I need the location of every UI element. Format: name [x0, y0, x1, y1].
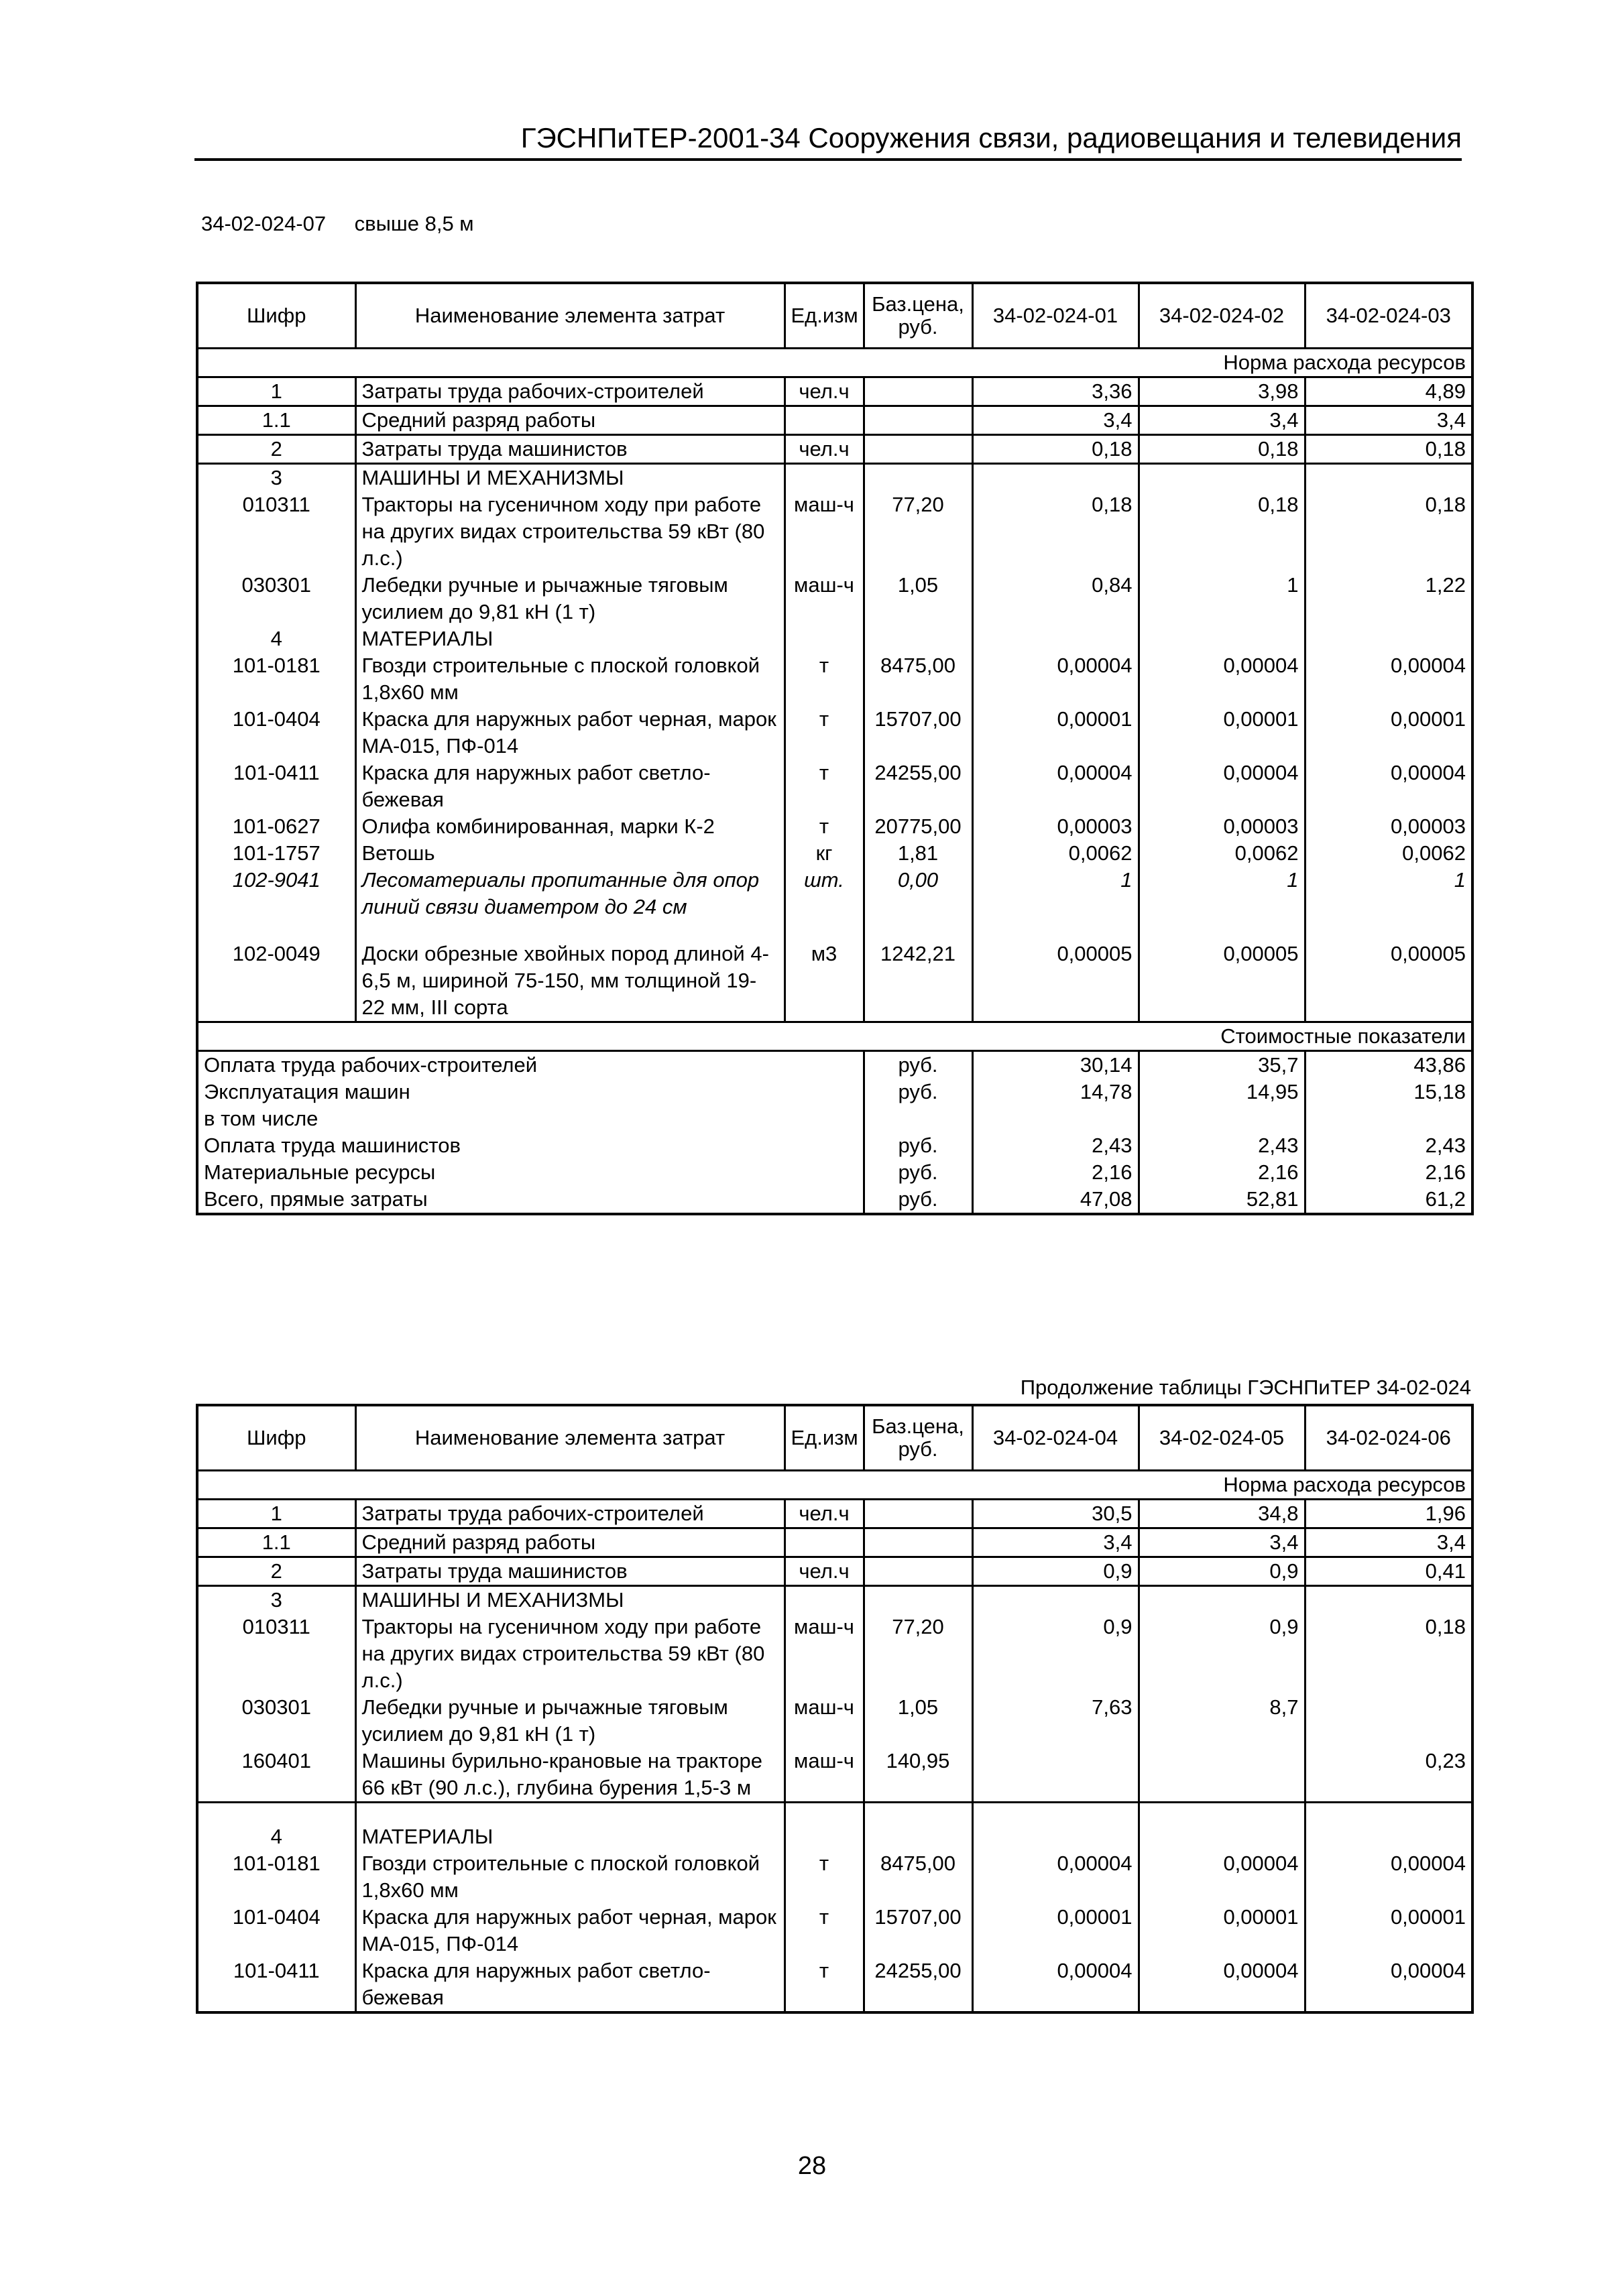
row-price: 77,20: [864, 491, 972, 572]
row-value-1: 0,00004: [972, 760, 1139, 813]
row-value-1: 0,00001: [972, 1904, 1139, 1957]
row-code: 3: [270, 466, 282, 489]
row-unit: чел.ч: [785, 1500, 864, 1528]
row-name: МАТЕРИАЛЫ: [355, 1803, 785, 1851]
row-value-2: [1139, 625, 1305, 652]
row-value-1: 3,4: [972, 1528, 1139, 1557]
row-value-1: [972, 625, 1139, 652]
row-value-2: 0,18: [1139, 491, 1305, 572]
table-row: [197, 491, 1472, 572]
summary-label: Оплата труда рабочих-строителей: [204, 1053, 538, 1077]
row-value-1: [972, 464, 1139, 492]
row-value-3: 0,00004: [1305, 1850, 1472, 1904]
summary-value-2: [1139, 1105, 1305, 1132]
row-price: 0,00: [864, 867, 972, 920]
row-value-3: [1305, 625, 1472, 652]
row-price: [864, 406, 972, 435]
row-value-2: [1139, 1748, 1305, 1803]
row-unit: т: [785, 652, 864, 706]
col-header-code-3: 34-02-024-03: [1305, 283, 1472, 349]
row-value-3: 0,18: [1305, 435, 1472, 464]
table-row: [197, 625, 1472, 652]
col-header-code-5: 34-02-024-05: [1139, 1405, 1305, 1471]
row-value-2: 34,8: [1139, 1500, 1305, 1528]
row-value-2: 3,98: [1139, 377, 1305, 406]
row-unit: чел.ч: [785, 377, 864, 406]
row-value-1: [972, 1586, 1139, 1614]
row-value-1: 0,18: [972, 435, 1139, 464]
row-value-3: 0,18: [1305, 1614, 1472, 1694]
row-name: Затраты труда машинистов: [355, 435, 785, 464]
norm-label: Норма расхода ресурсов: [197, 1471, 1472, 1500]
row-price: 1,05: [864, 1694, 972, 1748]
table-row: [197, 572, 1472, 625]
col-header-code-2: 34-02-024-02: [1139, 283, 1305, 349]
row-value-2: 0,9: [1139, 1557, 1305, 1586]
row-value-1: 0,0062: [972, 840, 1139, 867]
row-code: 010311: [242, 1615, 310, 1638]
row-value-3: [1305, 1586, 1472, 1614]
resource-table-2: [196, 1404, 1474, 2014]
row-value-1: [972, 1748, 1139, 1803]
summary-value-1: 47,08: [972, 1186, 1139, 1214]
row-value-1: 1: [972, 867, 1139, 920]
summary-row: [197, 1105, 1472, 1132]
row-unit: [785, 1586, 864, 1614]
row-code: 1.1: [197, 406, 355, 435]
col-header-price: Баз.цена, руб.: [864, 283, 972, 349]
summary-row: [197, 1079, 1472, 1105]
row-value-3: 0,00005: [1305, 920, 1472, 1022]
row-price: 8475,00: [864, 652, 972, 706]
row-code: 101-0411: [233, 1959, 320, 1982]
row-name: Краска для наружных работ светло-бежевая: [355, 1957, 785, 2012]
row-value-1: 0,00001: [972, 706, 1139, 760]
row-unit: т: [785, 760, 864, 813]
row-unit: маш-ч: [785, 491, 864, 572]
row-value-2: 0,00005: [1139, 920, 1305, 1022]
summary-unit: руб.: [864, 1079, 972, 1105]
row-price: 15707,00: [864, 1904, 972, 1957]
row-value-1: 0,9: [972, 1614, 1139, 1694]
row-value-1: 0,84: [972, 572, 1139, 625]
table-row: [197, 920, 1472, 1022]
summary-label: в том числе: [204, 1107, 318, 1130]
row-name: Гвозди строительные с плоской головкой 1,8x60 мм: [355, 1850, 785, 1904]
row-unit: маш-ч: [785, 1694, 864, 1748]
row-value-3: 3,4: [1305, 1528, 1472, 1557]
row-value-3: 1,96: [1305, 1500, 1472, 1528]
row-name: Лебедки ручные и рычажные тяговым усилием до 9,81 кН (1 т): [355, 572, 785, 625]
row-code: 2: [197, 435, 355, 464]
row-value-3: 4,89: [1305, 377, 1472, 406]
resource-table-1: [196, 282, 1474, 1215]
row-code: 010311: [242, 493, 310, 516]
row-code: 1: [197, 377, 355, 406]
row-value-3: [1305, 464, 1472, 492]
row-price: [864, 464, 972, 492]
row-value-3: 0,0062: [1305, 840, 1472, 867]
row-unit: [785, 1528, 864, 1557]
row-value-1: 0,00003: [972, 813, 1139, 840]
row-code: 102-9041: [232, 868, 321, 892]
row-unit: шт.: [785, 867, 864, 920]
row-name: Тракторы на гусеничном ходу при работе на других видах строительства 59 кВт (80 л.с.): [355, 491, 785, 572]
col-header-code-4: 34-02-024-04: [972, 1405, 1139, 1471]
row-value-3: 0,00004: [1305, 652, 1472, 706]
row-price: 24255,00: [864, 760, 972, 813]
summary-value-1: 14,78: [972, 1079, 1139, 1105]
table-row: [197, 1748, 1472, 1803]
table-row: [197, 813, 1472, 840]
row-name: Затраты труда машинистов: [355, 1557, 785, 1586]
row-price: [864, 377, 972, 406]
table-row: [197, 1694, 1472, 1748]
row-price: 20775,00: [864, 813, 972, 840]
summary-value-3: 15,18: [1305, 1079, 1472, 1105]
row-unit: маш-ч: [785, 1748, 864, 1803]
row-value-2: 0,00001: [1139, 1904, 1305, 1957]
table-row: [197, 1528, 1472, 1557]
row-value-1: 0,18: [972, 491, 1139, 572]
row-unit: [785, 406, 864, 435]
table-row: [197, 1850, 1472, 1904]
col-header-unit: Ед.изм: [785, 283, 864, 349]
row-value-3: 0,00001: [1305, 1904, 1472, 1957]
row-code: 4: [197, 1803, 355, 1851]
col-header-name: Наименование элемента затрат: [355, 1405, 785, 1471]
row-name: Лесоматериалы пропитанные для опор линий связи диаметром до 24 см: [355, 867, 785, 920]
row-code: 101-0411: [233, 761, 320, 784]
row-unit: [785, 1803, 864, 1851]
row-value-1: 0,9: [972, 1557, 1139, 1586]
row-code: 030301: [241, 1695, 311, 1719]
row-value-3: 1,22: [1305, 572, 1472, 625]
summary-unit: руб.: [864, 1159, 972, 1186]
row-value-1: [972, 1803, 1139, 1851]
table-header-row: [197, 283, 1472, 349]
summary-value-1: 2,16: [972, 1159, 1139, 1186]
page-number: 28: [797, 2152, 827, 2180]
row-price: [864, 435, 972, 464]
row-value-2: 3,4: [1139, 406, 1305, 435]
summary-label: Эксплуатация машин: [204, 1080, 410, 1103]
row-name: Краска для наружных работ светло-бежевая: [355, 760, 785, 813]
table-row: [197, 1557, 1472, 1586]
col-header-code: Шифр: [197, 1405, 355, 1471]
row-price: 1,05: [864, 572, 972, 625]
row-code: 4: [270, 627, 282, 650]
row-code: 101-0181: [232, 1852, 321, 1875]
summary-row: [197, 1051, 1472, 1079]
table-row: [197, 464, 1472, 492]
col-header-code-6: 34-02-024-06: [1305, 1405, 1472, 1471]
row-unit: т: [785, 1850, 864, 1904]
row-value-2: [1139, 1803, 1305, 1851]
row-code: 160401: [241, 1749, 311, 1772]
row-unit: т: [785, 706, 864, 760]
section-subheader: [201, 212, 474, 236]
row-price: 140,95: [864, 1748, 972, 1803]
summary-unit: руб.: [864, 1186, 972, 1214]
row-price: [864, 1528, 972, 1557]
table-row: [197, 406, 1472, 435]
table-row: [197, 652, 1472, 706]
summary-value-3: [1305, 1105, 1472, 1132]
summary-row: [197, 1186, 1472, 1214]
table-row: [197, 1586, 1472, 1614]
row-code: 101-0404: [232, 707, 321, 731]
row-value-2: 0,0062: [1139, 840, 1305, 867]
row-value-3: 0,18: [1305, 491, 1472, 572]
row-unit: маш-ч: [785, 572, 864, 625]
summary-value-1: 2,43: [972, 1132, 1139, 1159]
row-value-2: 0,00003: [1139, 813, 1305, 840]
summary-row: [197, 1159, 1472, 1186]
document-title: ГЭСНПиТЕР-2001-34 Сооружения связи, радиовещания и телевидения: [520, 122, 1462, 154]
col-header-price: Баз.цена, руб.: [864, 1405, 972, 1471]
row-unit: маш-ч: [785, 1614, 864, 1694]
table-row: [197, 867, 1472, 920]
summary-value-2: 14,95: [1139, 1079, 1305, 1105]
row-unit: [785, 625, 864, 652]
table-row: [197, 1957, 1472, 2012]
subheader-text: свыше 8,5 м: [354, 212, 474, 235]
row-value-3: 0,00001: [1305, 706, 1472, 760]
row-price: 1,81: [864, 840, 972, 867]
row-unit: чел.ч: [785, 1557, 864, 1586]
row-value-1: 0,00004: [972, 1957, 1139, 2012]
row-value-1: 3,4: [972, 406, 1139, 435]
col-header-name: Наименование элемента затрат: [355, 283, 785, 349]
norm-label-row: [197, 349, 1472, 377]
row-value-3: 0,23: [1305, 1748, 1472, 1803]
continuation-title: Продолжение таблицы ГЭСНПиТЕР 34-02-024: [1020, 1376, 1471, 1399]
row-name: Краска для наружных работ черная, марок МА-015, ПФ-014: [355, 1904, 785, 1957]
summary-value-3: 2,16: [1305, 1159, 1472, 1186]
row-price: 1242,21: [864, 920, 972, 1022]
row-price: [864, 1803, 972, 1851]
summary-unit: [864, 1105, 972, 1132]
col-header-unit: Ед.изм: [785, 1405, 864, 1471]
row-value-3: 0,00003: [1305, 813, 1472, 840]
row-code: 1.1: [197, 1528, 355, 1557]
row-value-3: [1305, 1694, 1472, 1748]
row-unit: чел.ч: [785, 435, 864, 464]
summary-value-3: 43,86: [1305, 1051, 1472, 1079]
row-code: 101-0181: [232, 654, 321, 677]
norm-label-row: [197, 1471, 1472, 1500]
table-row: [197, 706, 1472, 760]
row-unit: т: [785, 1904, 864, 1957]
row-value-2: [1139, 1586, 1305, 1614]
row-price: [864, 1500, 972, 1528]
table-row: [197, 1500, 1472, 1528]
row-name: Гвозди строительные с плоской головкой 1,8x60 мм: [355, 652, 785, 706]
row-value-2: 0,18: [1139, 435, 1305, 464]
row-value-2: 0,00004: [1139, 1957, 1305, 2012]
row-unit: кг: [785, 840, 864, 867]
summary-label: Материальные ресурсы: [204, 1160, 436, 1184]
table-row: [197, 1803, 1472, 1851]
row-price: [864, 1586, 972, 1614]
row-name: Средний разряд работы: [355, 1528, 785, 1557]
col-header-code: Шифр: [197, 283, 355, 349]
row-name: Краска для наружных работ черная, марок МА-015, ПФ-014: [355, 706, 785, 760]
row-code: 101-1757: [232, 841, 321, 865]
table-header-row: [197, 1405, 1472, 1471]
page-header: [194, 119, 1462, 161]
cost-label-row: [197, 1022, 1472, 1051]
row-value-1: 30,5: [972, 1500, 1139, 1528]
col-header-code-1: 34-02-024-01: [972, 283, 1139, 349]
summary-value-3: 61,2: [1305, 1186, 1472, 1214]
row-value-2: 0,00004: [1139, 652, 1305, 706]
row-value-2: [1139, 464, 1305, 492]
summary-value-3: 2,43: [1305, 1132, 1472, 1159]
summary-value-1: 30,14: [972, 1051, 1139, 1079]
table-row: [197, 1614, 1472, 1694]
row-code: 101-0404: [232, 1905, 321, 1929]
row-name: МАТЕРИАЛЫ: [355, 625, 785, 652]
row-name: Олифа комбинированная, марки К-2: [355, 813, 785, 840]
row-value-3: [1305, 1803, 1472, 1851]
row-name: Затраты труда рабочих-строителей: [355, 1500, 785, 1528]
table-row: [197, 435, 1472, 464]
summary-value-2: 35,7: [1139, 1051, 1305, 1079]
table-row: [197, 1904, 1472, 1957]
row-code: 030301: [241, 573, 311, 597]
row-price: [864, 1557, 972, 1586]
row-value-2: 1: [1139, 867, 1305, 920]
row-value-2: 0,9: [1139, 1614, 1305, 1694]
subheader-code: 34-02-024-07: [201, 212, 327, 235]
summary-unit: руб.: [864, 1051, 972, 1079]
summary-unit: руб.: [864, 1132, 972, 1159]
table-row: [197, 377, 1472, 406]
summary-label: Всего, прямые затраты: [204, 1187, 428, 1211]
row-value-3: 0,00004: [1305, 760, 1472, 813]
row-price: 77,20: [864, 1614, 972, 1694]
row-value-2: 0,00001: [1139, 706, 1305, 760]
row-value-3: 1: [1305, 867, 1472, 920]
row-unit: т: [785, 1957, 864, 2012]
row-name: Машины бурильно-крановые на тракторе 66 кВт (90 л.с.), глубина бурения 1,5-3 м: [355, 1748, 785, 1803]
row-unit: [785, 464, 864, 492]
row-value-2: 0,00004: [1139, 1850, 1305, 1904]
row-value-1: 0,00004: [972, 652, 1139, 706]
row-code: 1: [197, 1500, 355, 1528]
summary-value-2: 52,81: [1139, 1186, 1305, 1214]
row-price: [864, 625, 972, 652]
row-price: 8475,00: [864, 1850, 972, 1904]
row-name: МАШИНЫ И МЕХАНИЗМЫ: [355, 464, 785, 492]
row-name: МАШИНЫ И МЕХАНИЗМЫ: [355, 1586, 785, 1614]
row-value-1: 7,63: [972, 1694, 1139, 1748]
row-value-3: 3,4: [1305, 406, 1472, 435]
row-code: 2: [197, 1557, 355, 1586]
row-name: Затраты труда рабочих-строителей: [355, 377, 785, 406]
row-code: 3: [270, 1588, 282, 1612]
table-row: [197, 760, 1472, 813]
norm-label: Норма расхода ресурсов: [197, 349, 1472, 377]
row-value-3: 0,00004: [1305, 1957, 1472, 2012]
row-name: Тракторы на гусеничном ходу при работе на других видах строительства 59 кВт (80 л.с.): [355, 1614, 785, 1694]
row-name: Доски обрезные хвойных пород длиной 4-6,5 м, шириной 75-150, мм толщиной 19-22 мм, III сорта: [355, 920, 785, 1022]
row-price: 15707,00: [864, 706, 972, 760]
table-row: [197, 840, 1472, 867]
row-value-2: 0,00004: [1139, 760, 1305, 813]
row-code: 102-0049: [232, 942, 321, 965]
row-value-2: 3,4: [1139, 1528, 1305, 1557]
row-price: 24255,00: [864, 1957, 972, 2012]
summary-value-1: [972, 1105, 1139, 1132]
row-value-1: 0,00005: [972, 920, 1139, 1022]
row-name: Ветошь: [355, 840, 785, 867]
summary-row: [197, 1132, 1472, 1159]
row-value-3: 0,41: [1305, 1557, 1472, 1586]
cost-label: Стоимостные показатели: [197, 1022, 1472, 1051]
row-value-2: 8,7: [1139, 1694, 1305, 1748]
row-name: Средний разряд работы: [355, 406, 785, 435]
row-unit: т: [785, 813, 864, 840]
row-value-2: 1: [1139, 572, 1305, 625]
summary-value-2: 2,16: [1139, 1159, 1305, 1186]
summary-label: Оплата труда машинистов: [204, 1134, 461, 1157]
summary-value-2: 2,43: [1139, 1132, 1305, 1159]
row-unit: м3: [785, 920, 864, 1022]
row-code: 101-0627: [232, 814, 321, 838]
row-value-1: 3,36: [972, 377, 1139, 406]
row-name: Лебедки ручные и рычажные тяговым усилием до 9,81 кН (1 т): [355, 1694, 785, 1748]
row-value-1: 0,00004: [972, 1850, 1139, 1904]
